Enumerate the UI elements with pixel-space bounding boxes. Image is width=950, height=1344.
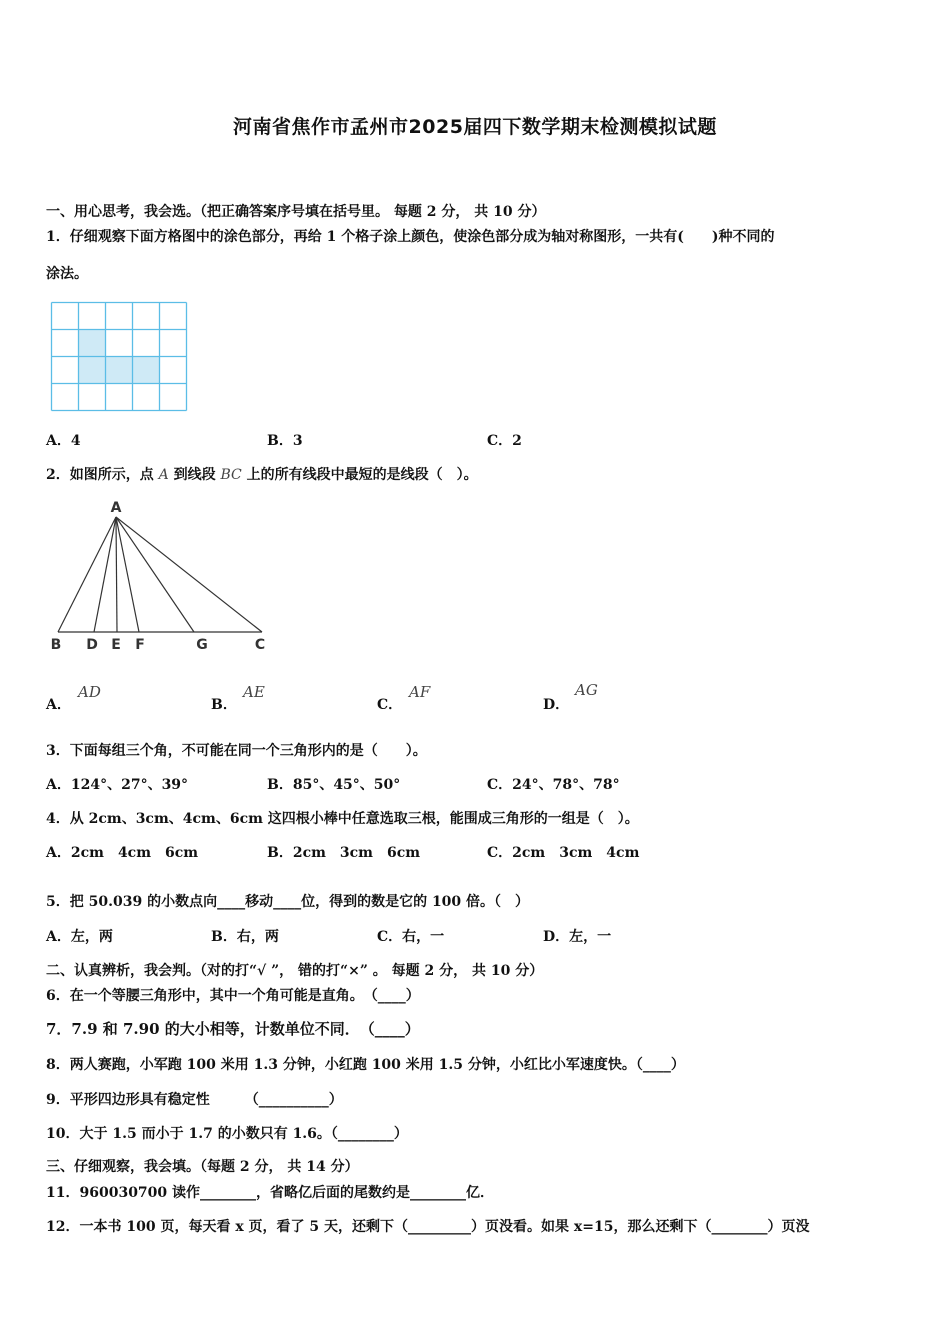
q2-option-c-letter: C． [377,697,403,713]
q2-label-b: B [50,637,62,653]
q4-option-b: B．2cm 3cm 6cm [267,845,421,861]
grid-shaded-cell [106,357,133,384]
q5-option-b: B．右，两 [211,929,279,945]
q2-question [46,465,478,485]
q2-label-a: A [110,500,122,516]
q10-text: 10．大于 1.5 而小于 1.7 的小数只有 1.6。（________） [46,1126,408,1142]
q2-option-b-letter: B． [211,697,237,713]
q1-grid-figure [50,301,188,412]
section1-heading: 一、用心思考，我会选。（把正确答案序号填在括号里。 每题 2 分， 共 10 分） [46,204,546,220]
q3-option-b: B．85°、45°、50° [267,777,401,793]
q1-option-b: B．3 [267,433,303,449]
q2-triangle-figure [44,497,274,657]
q4-option-a: A．2cm 4cm 6cm [46,845,199,861]
q1-text-line2: 涂法。 [46,266,88,282]
q12-text: 12．一本书 100 页，每天看 x 页，看了 5 天，还剩下（_________）页没看。如果 x=15，那么还剩下（________）页没 [46,1219,810,1235]
q8-text: 8．两人赛跑，小军跑 100 米用 1.3 分钟，小红跑 100 米用 1.5 分钟，小红比小军速度快。（____） [46,1057,685,1073]
page-title: 河南省焦作市孟州市2025届四下数学期末检测模拟试题 [233,116,717,138]
grid-shaded-cell [79,330,106,357]
q9-text: 9．平形四边形具有稳定性 （__________） [46,1092,343,1108]
section2-heading: 二、认真辨析，我会判。（对的打“√ ”， 错的打“×” 。 每题 2 分， 共 10 分） [46,963,544,979]
section3-heading: 三、仔细观察，我会填。（每题 2 分， 共 14 分） [46,1159,359,1175]
q3-option-c: C．24°、78°、78° [487,777,620,793]
q1-option-c: C．2 [487,433,522,449]
q2-option-b-value: AE [243,683,265,701]
q4-option-c: C．2cm 3cm 4cm [487,845,640,861]
q2-option-a-value: AD [78,683,101,701]
q2-label-f: F [135,637,145,653]
q5-option-c: C．右，一 [377,929,445,945]
q2-label-d: D [86,637,98,653]
q2-option-a-letter: A． [46,697,71,713]
q5-option-a: A．左，两 [46,929,113,945]
q2-label-e: E [111,637,121,653]
q2-label-g: G [196,637,208,653]
q5-text: 5．把 50.039 的小数点向____移动____位，得到的数是它的 100 倍。（ ） [46,894,530,910]
q2-option-d-letter: D． [543,697,570,713]
q2-option-c-value: AF [409,683,431,701]
q2-var-a: A [158,467,169,483]
grid-shaded-cell [133,357,160,384]
q2-text-after: 上的所有线段中最短的是线段（ ）。 [246,467,478,483]
q5-option-d: D．左，一 [543,929,612,945]
q3-text: 3．下面每组三个角，不可能在同一个三角形内的是（ ）。 [46,743,427,759]
q2-label-c: C [254,637,266,653]
q3-option-a: A．124°、27°、39° [46,777,189,793]
grid-shaded-cell [79,357,106,384]
q2-var-bc: BC [220,467,242,483]
q2-option-d-value: AG [575,681,598,699]
q6-text: 6．在一个等腰三角形中，其中一个角可能是直角。 （____） [46,988,420,1004]
q2-text-before: 2．如图所示，点 [46,467,154,483]
q1-text-line1: 1．仔细观察下面方格图中的涂色部分，再给 1 个格子涂上颜色，使涂色部分成为轴对称图形，一共有( )种不同的 [46,229,775,245]
q2-text-mid: 到线段 [173,467,216,483]
q11-text: 11．960030700 读作________，省略亿后面的尾数约是________亿． [46,1185,495,1201]
q1-option-a: A．4 [46,433,81,449]
q7-text: 7．7.9 和 7.90 的大小相等，计数单位不同． （____） [46,1020,420,1038]
q4-text: 4．从 2cm、3cm、4cm、6cm 这四根小棒中任意选取三根，能围成三角形的一组是（ ）。 [46,811,639,827]
